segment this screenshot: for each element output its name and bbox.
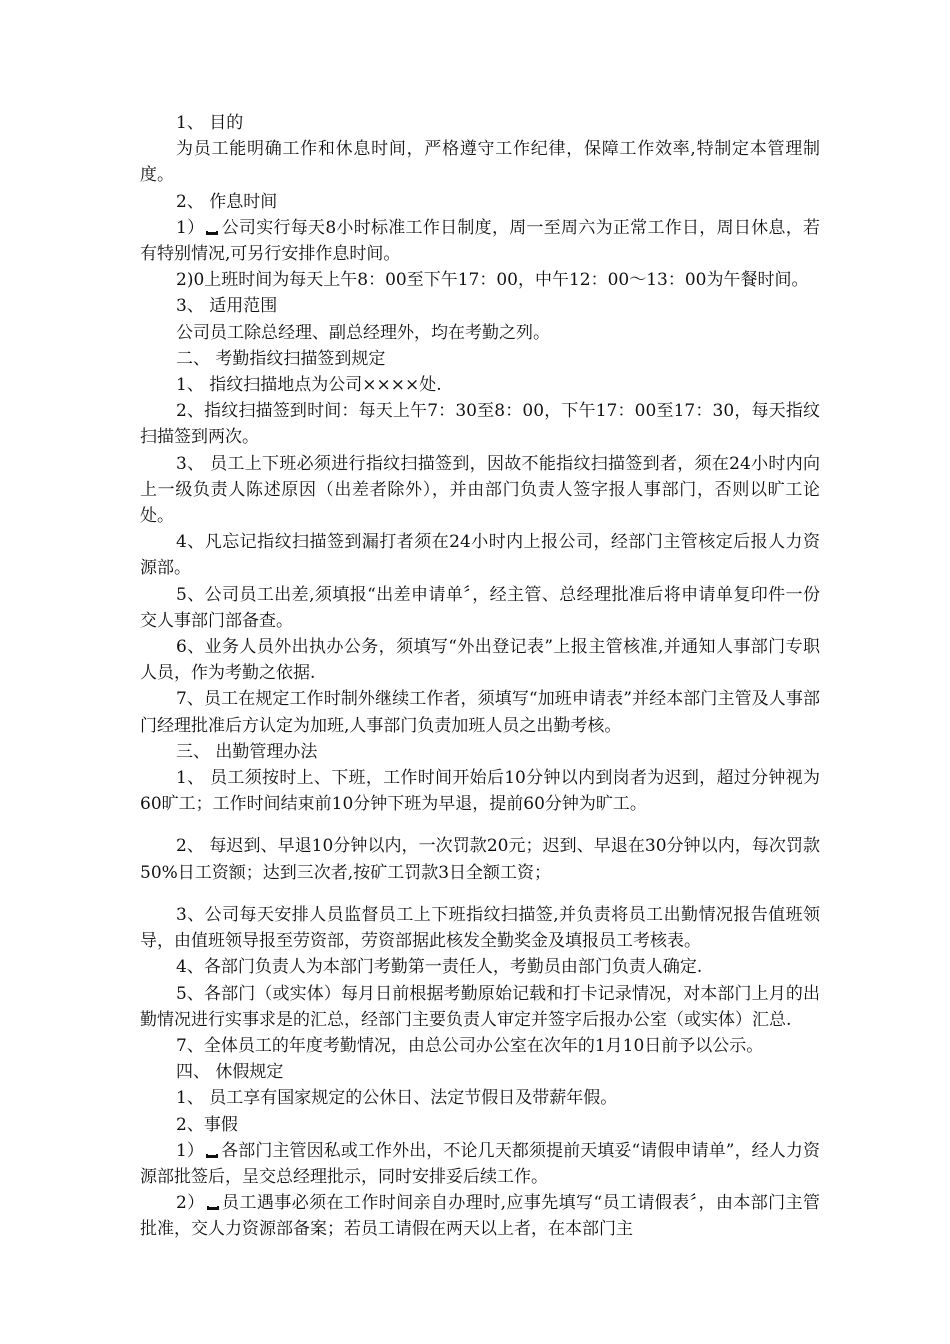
bracket-mark-icon (206, 231, 218, 235)
paragraph-schedule-2: 2)0上班时间为每天上午8：00至下午17：00，中午12：00～13：00为午餐时间。 (176, 270, 809, 291)
paragraph-attendance-7: 7、全体员工的年度考勤情况，由总公司办公室在次年的1月10日前予以公示。 (176, 1035, 764, 1056)
section-heading-attendance: 三、 出勤管理办法 (176, 741, 318, 762)
paragraph-schedule-1: 1） 公司实行每天8小时标准工作日制度，周一至周六为正常工作日，周日休息，若有特别情况,可另行安排作息时间。 (140, 217, 820, 265)
paragraph-fingerprint-7: 7、员工在规定工作时制外继续工作者，须填写“加班申请表”并经本部门主管及人事部门经理批准后方认定为加班,人事部门负责加班人员之出勤考核。 (140, 689, 820, 736)
paragraph-leave-2-2: 2） 员工遇事必须在工作时间亲自办理时,应事先填写“员工请假表〞，由本部门主管批准，交人力资源部备案；若员工请假在两天以上者，在本部门主 (140, 1193, 820, 1240)
paragraph-fingerprint-2: 2、指纹扫描签到时间：每天上午7：30至8：00，下午17：00至17：30，每天指纹扫描签到两次。 (140, 401, 820, 448)
section-heading-schedule: 2、 作息时间 (176, 191, 278, 212)
paragraph-fingerprint-6: 6、业务人员外出执办公务，须填写“外出登记表”上报主管核准,并通知人事部门专职人员，作为考勤之依据. (140, 637, 820, 684)
bracket-mark-icon (206, 1154, 218, 1158)
paragraph-attendance-5: 5、各部门（或实体）每月日前根据考勤原始记载和打卡记录情况，对本部门上月的出勤情况进行实事求是的汇总，经部门主要负责人审定并签字后报办公室（或实体）汇总. (140, 983, 820, 1030)
section-heading-purpose: 1、 目的 (176, 113, 244, 133)
paragraph-scope: 公司员工除总经理、副总经理外，均在考勤之列。 (176, 322, 550, 343)
paragraph-fingerprint-3: 3、 员工上下班必须进行指纹扫描签到，因故不能指纹扫描签到者，须在24小时内向上一级负责人陈述原因（出差者除外），并由部门负责人签字报人事部门，否则以旷工论处。 (140, 453, 820, 527)
paragraph-leave-2-1: 1） 各部门主管因私或工作外出，不论几天都须提前天填妥“请假申请单”，经人力资源部批签后，呈交总经理批示，同时安排妥后续工作。 (140, 1140, 820, 1187)
paragraph-attendance-2: 2、 每迟到、早退10分钟以内，一次罚款20元；迟到、早退在30分钟以内，每次罚款50%日工资额；达到三次者,按矿工罚款3日全额工资； (140, 836, 820, 883)
paragraph-attendance-1: 1、 员工须按时上、下班，工作时间开始后10分钟以内到岗者为迟到，超过分钟视为60旷工；工作时间结束前10分钟下班为早退，提前60分钟为旷工。 (140, 768, 820, 815)
document-body (140, 110, 820, 1243)
section-heading-scope: 3、 适用范围 (176, 296, 278, 317)
section-heading-leave: 四、 休假规定 (176, 1062, 284, 1083)
paragraph-purpose: 为员工能明确工作和休息时间，严格遵守工作纪律，保障工作效率,特制定本管理制度。 (140, 139, 820, 186)
paragraph-leave-1: 1、 员工享有国家规定的公休日、法定节假日及带薪年假。 (176, 1088, 618, 1109)
paragraph-fingerprint-1: 1、 指纹扫描地点为公司××××处. (176, 375, 442, 396)
paragraph-attendance-4: 4、各部门负责人为本部门考勤第一责任人，考勤员由部门负责人确定. (176, 957, 703, 978)
paragraph-attendance-3: 3、公司每天安排人员监督员工上下班指纹扫描签,并负责将员工出勤情况报告值班领导，由值班领导报至劳资部，劳资部据此核发全勤奖金及填报员工考核表。 (140, 904, 820, 952)
bracket-mark-icon (207, 1206, 219, 1210)
paragraph-fingerprint-5: 5、公司员工出差,须填报“出差申请单〞，经主管、总经理批准后将申请单复印件一份交人事部门部备查。 (140, 584, 820, 631)
section-heading-fingerprint: 二、 考勤指纹扫描签到规定 (176, 348, 386, 369)
paragraph-fingerprint-4: 4、凡忘记指纹扫描签到漏打者须在24小时内上报公司，经部门主管核定后报人力资源部。 (140, 532, 820, 579)
paragraph-leave-2: 2、事假 (176, 1114, 238, 1135)
